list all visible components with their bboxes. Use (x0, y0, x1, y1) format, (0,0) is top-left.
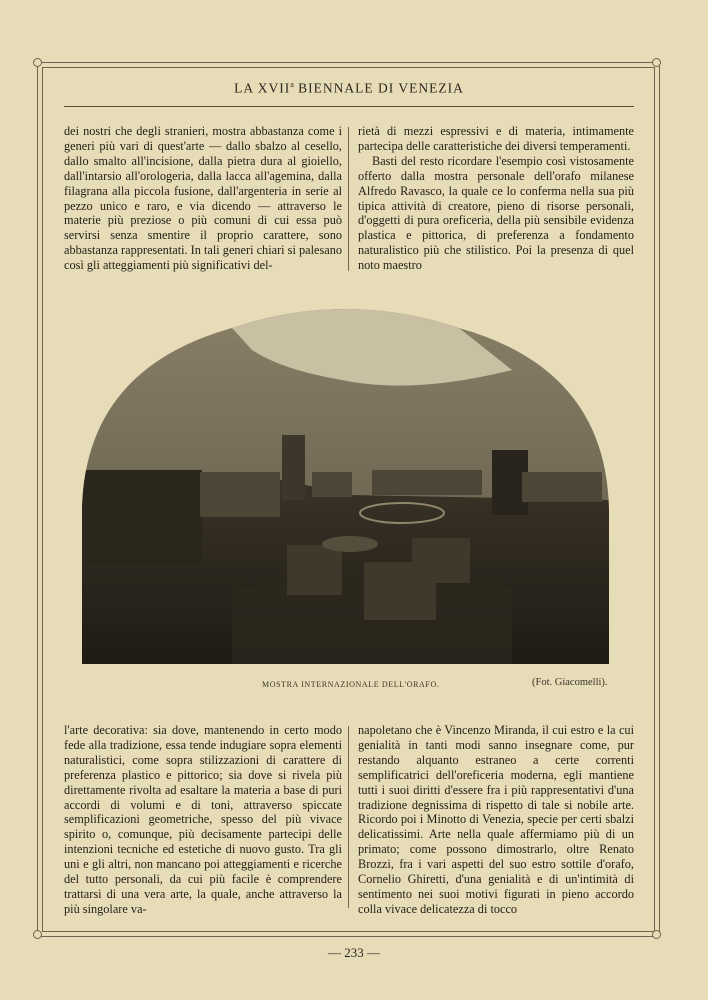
corner-ornament (652, 58, 661, 67)
corner-ornament (652, 930, 661, 939)
paragraph: l'arte decorativa: sia dove, mantenendo in certo modo fede alla tradizione, essa tende indugiare sopra elementi naturalistici, come sopra stilizzazioni di carattere di preferenza plastico e pittorico; sia dove si rivela più direttamente rivolta ad esaltare la materia a base di puri accordi di volumi e di toni, attraverso spiccate semplificazioni geometriche, spesso del più vivace spirito o, comunque, più decisamente partecipi delle intenzioni tecniche ed estetiche di nuovo gusto. Tra gli uni e gli altri, non mancano poi atteggiamenti e ricerche del tutto personali, da cui più facile è comprendere trattarsi di una vera arte, la quale, anche attraverso la più singolare va- (64, 723, 342, 916)
photo-credit: (Fot. Giacomelli). (532, 677, 608, 688)
top-right-column (358, 124, 634, 273)
paragraph: dei nostri che degli stranieri, mostra abbastanza come i generi più vari di quest'arte — dallo sbalzo al cesello, dallo smalto all'incisione, dalla pietra dura al gioiello, dall'intarsio all'orologeria, dalla lacca all'agemina, dalla filagrana alla piccola fusione, dall'argenteria in serie al pezzo unico e raro, e via dicendo — attraverso le materie più preziose o più comuni di cui essa può servirsi senza smentire il proprio carattere, sono abbastanza rappresentati. In tali generi chiari si palesano così gli atteggiamenti più significativi del- (64, 124, 342, 273)
column-divider (348, 127, 349, 271)
running-head-title: LA XVII (234, 80, 291, 96)
corner-ornament (33, 58, 42, 67)
running-head-ordinal: a (290, 80, 294, 89)
paragraph: Basti del resto ricordare l'esempio così vistosamente offerto dalla mostra personale dell'orafo milanese Alfredo Ravasco, la quale ce lo conferma nella sua più tipica attività di creatore, pieno di risorse personali, d'oggetti di pura oreficeria, della più sensibile evidenza plastica e pittorica, di preferenza a fondamento naturalistico più che stilistico. Poi la presenza di quel noto maestro (358, 153, 634, 273)
bottom-right-column (358, 723, 634, 917)
top-left-column (64, 124, 342, 273)
corner-ornament (33, 930, 42, 939)
paragraph: rietà di mezzi espressivi e di materia, intimamente partecipa delle caratteristiche dei diversi temperamenti. (358, 124, 634, 153)
running-head-subtitle: BIENNALE DI VENEZIA (298, 80, 464, 96)
exhibition-photo (82, 300, 609, 664)
bottom-left-column (64, 723, 342, 917)
page-number: — 233 — (328, 945, 380, 960)
header-rule (64, 106, 634, 107)
figure-caption: MOSTRA INTERNAZIONALE DELL'ORAFO. (262, 680, 440, 689)
paragraph: napoletano che è Vincenzo Miranda, il cui estro e la cui genialità in tanti modi sanno insegnare come, pur restando alquanto estraneo a certe correnti semplificatrici dell'oreficeria moderna, egli mantiene tutti i suoi diritti d'essere fra i più rappresentativi d'una tradizione degnissima di rispetto di tale si nobile arte. Ricordo poi i Minotto di Venezia, specie per certi sbalzi delicatissimi. Arte nella quale affermiamo più di un primato; come possono dimostrarlo, oltre Renato Brozzi, fra i vari aspetti del suo estro sottile d'orafo, Cornelio Ghiretti, d'una genialità e di un'intimità di sentimento nei suoi motivi figurati in pieno accordo colla vivace delicatezza di tocco (358, 723, 634, 916)
column-divider (348, 726, 349, 908)
running-head (64, 80, 634, 97)
